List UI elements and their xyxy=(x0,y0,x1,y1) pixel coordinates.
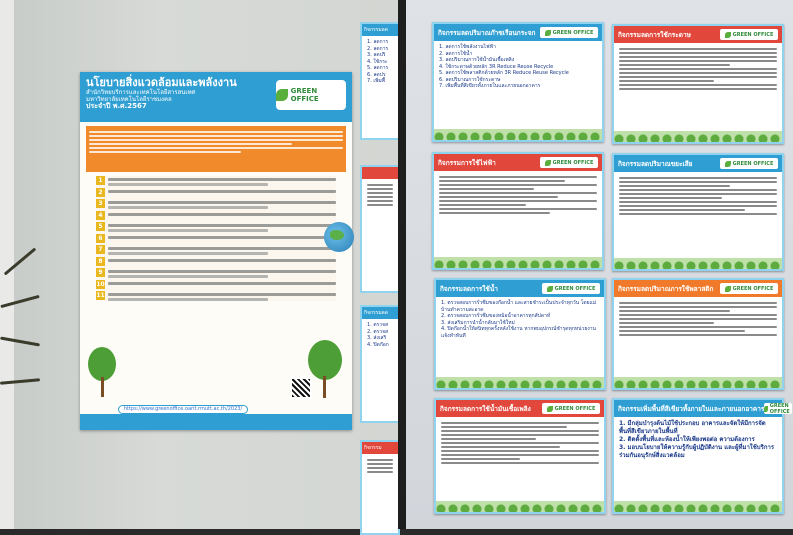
card-list-item: 3. ลดปริมาณการใช้น้ำมันเชื้อเพลิง xyxy=(439,57,515,63)
partial-poster-header xyxy=(362,167,398,179)
grass-border xyxy=(614,501,782,512)
policy-number: 10 xyxy=(96,281,105,288)
policy-number: 7 xyxy=(96,245,105,254)
window-frame xyxy=(0,0,14,529)
environment-policy-poster xyxy=(80,72,352,430)
green-office-badge: GREEN OFFICE xyxy=(720,29,778,40)
card-list-item: 2. ตรวจส xyxy=(367,328,389,335)
policy-item xyxy=(96,291,336,301)
card-list-item: 1. ลดการใช้พลังงานไฟฟ้า xyxy=(439,44,496,50)
card-plastic-reduction xyxy=(612,278,784,390)
green-office-logo xyxy=(276,80,346,110)
green-office-badge: GREEN OFFICE xyxy=(720,283,778,294)
policy-item xyxy=(96,268,336,278)
green-office-badge: GREEN OFFICE xyxy=(542,283,600,294)
card-title: กิจกรรมลดการใช้น้ำมันเชื้อเพลิง xyxy=(440,404,531,413)
grass-border xyxy=(614,131,782,142)
poster-url: https://www.greenoffice.oarit.rmutt.ac.th/2023/ xyxy=(118,405,248,414)
logo-text: GREEN OFFICE xyxy=(290,87,319,103)
card-list-item: 3. มอบนโยบายให้ความรู้กับผู้ปฏิบัติงาน และผู้ที่มาใช้บริการ ร่วมกันอนุรักษ์สิ่งแวดล้อม xyxy=(619,444,775,459)
card-list-item: 7. เพิ่มพื้นที่สีเขียวทั้งภายในและภายนอกอาคาร xyxy=(439,83,541,89)
card-list-item: 3. ส่งเสริ xyxy=(367,335,387,341)
card-waste-reduction xyxy=(612,153,784,271)
partial-poster-water xyxy=(360,305,400,423)
right-photo xyxy=(406,0,793,529)
partial-poster-header: กิจกรรมลด xyxy=(362,24,398,36)
policy-number: 3 xyxy=(96,199,105,208)
card-title: กิจกรรมการใช้ไฟฟ้า xyxy=(438,158,496,167)
policy-intro-box xyxy=(86,126,346,172)
policy-item xyxy=(96,245,336,255)
card-list-item: 4. ใช้กระ xyxy=(367,58,388,65)
card-list-item: 6. ลดปริมาณการใช้กระดาษ xyxy=(439,76,501,83)
card-title: กิจกรรมลดปริมาณการใช้พลาสติก xyxy=(618,284,714,293)
green-office-badge: GREEN OFFICE xyxy=(540,157,598,168)
poster-header xyxy=(80,72,352,122)
partial-poster-header: กิจกรรมลด xyxy=(362,307,398,319)
partial-poster-bottom xyxy=(360,440,400,535)
grass-border xyxy=(614,258,782,269)
policy-item xyxy=(96,222,336,232)
card-list-item: 4. ปิดก๊อกน้ำให้สนิททุกครั้งหลังใช้งาน หากพบอุปกรณ์ชำรุดทุกหน่วยงานแจ้งทำทันที xyxy=(441,326,596,339)
green-office-badge: GREEN OFFICE xyxy=(764,403,792,414)
policy-number: 9 xyxy=(96,268,105,277)
tree-icon xyxy=(88,347,116,381)
grass-border xyxy=(434,129,602,140)
card-fuel-reduction xyxy=(434,398,606,514)
card-list-item: 1. ตรวจสอบการรั่วซึมของก๊อกน้ำ และสายชำระเป็นประจำทุกวัน โดยแม่บ้านทำความสะอาด xyxy=(441,300,597,313)
card-green-area xyxy=(612,398,790,514)
policy-number: 1 xyxy=(96,176,105,185)
globe-icon xyxy=(324,222,354,252)
grass-border xyxy=(436,501,604,512)
left-photo xyxy=(0,0,398,529)
tree-trunk xyxy=(323,376,326,398)
poster-year: ประจำปี พ.ศ.2567 xyxy=(86,102,147,110)
policy-number: 5 xyxy=(96,222,105,231)
grass-border xyxy=(436,377,604,388)
policy-number: 6 xyxy=(96,234,105,243)
card-list-item: 1. มีกลุ่มบำรุงต้นไม้ใช้ประกอบ อาคารและจัดให้มีการจัดพื้นที่สีเขียวภายในพื้นที่ xyxy=(619,420,766,435)
card-list-item: 7. เพิ่มพื้ xyxy=(367,78,385,84)
card-list-item: 4. ปิดก๊อก xyxy=(367,341,389,348)
card-title: กิจกรรมลดปริมาณขยะเสีย xyxy=(618,159,693,168)
green-office-badge: GREEN OFFICE xyxy=(540,27,598,38)
poster-footer xyxy=(80,414,352,430)
card-list-item: 2. ตรวจสอบการรั่วซึมของหม้อน้ำอาคารทุกสัปดาห์ xyxy=(441,313,551,319)
tree-icon xyxy=(308,340,342,380)
card-title: กิจกรรมลดการใช้น้ำ xyxy=(440,284,498,293)
policy-number: 11 xyxy=(96,292,105,299)
partial-poster-header: กิจกรรม xyxy=(362,442,398,454)
poster-subtitle: มหาวิทยาลัยเทคโนโลยีราชมงคล xyxy=(86,96,172,103)
card-list-item: 2. ลดการใช้น้ำ xyxy=(439,50,473,57)
policy-number: 2 xyxy=(96,188,105,197)
card-water-reduction xyxy=(434,278,606,390)
card-ghg-reduction xyxy=(432,22,604,142)
policy-item xyxy=(96,211,336,220)
poster-subtitle: สำนักวิทยบริการและเทคโนโลยีสารสนเทศ xyxy=(86,89,196,96)
grass-border xyxy=(614,377,782,388)
card-electricity xyxy=(432,152,604,270)
card-list-item: 3. ลดปริ xyxy=(367,52,386,58)
policy-item xyxy=(96,234,336,243)
card-list-item: 6. ลดปร xyxy=(367,71,386,78)
card-title: กิจกรรมลดปริมาณก๊าซเรือนกระจก xyxy=(438,28,536,37)
policy-number: 4 xyxy=(96,211,105,220)
photo-divider xyxy=(398,0,406,529)
green-office-badge: GREEN OFFICE xyxy=(542,403,600,414)
card-list-item: 5. ลดการใช้พลาสติกด้วยหลัก 3R Reduce Reuse Recycle xyxy=(439,70,569,76)
green-office-badge: GREEN OFFICE xyxy=(720,158,778,169)
qr-code xyxy=(290,377,312,399)
card-list-item: 5. ลดการ xyxy=(367,65,389,71)
partial-poster-ghg xyxy=(360,22,400,140)
policy-item xyxy=(96,188,336,197)
card-list-item: 4. ใช้กระดาษด้วยหลัก 3R Reduce Reuse Recycle xyxy=(439,63,554,70)
card-list-item: 2. ลดการ xyxy=(367,45,389,52)
card-list-item: 2. ติดตั้งพื้นที่และห้องน้ำให้เพียงพอต่อ ความต้องการ xyxy=(619,436,755,443)
tree-trunk xyxy=(101,377,104,397)
partial-poster-electric xyxy=(360,165,400,293)
poster-title: นโยบายสิ่งแวดล้อมและพลังงาน xyxy=(86,76,237,89)
policy-number: 8 xyxy=(96,257,105,266)
card-list-item: 1. ลดการ xyxy=(367,39,389,45)
grass-border xyxy=(434,257,602,268)
card-title: กิจกรรมลดการใช้กระดาษ xyxy=(618,30,691,39)
policy-item xyxy=(96,199,336,209)
policy-item xyxy=(96,257,336,266)
card-title: กิจกรรมเพิ่มพื้นที่สีเขียวทั้งภายในและภายนอกอาคาร xyxy=(618,404,765,413)
policy-item xyxy=(96,176,336,186)
policy-list xyxy=(96,176,336,301)
policy-item xyxy=(96,280,336,289)
card-paper-reduction xyxy=(612,24,784,144)
card-list-item: 3. ส่งเสริมการนำน้ำกลับมาใช้ใหม่ xyxy=(441,319,515,326)
card-list-item: 1. ตรวจส xyxy=(367,322,389,328)
leaf-icon xyxy=(276,89,288,101)
